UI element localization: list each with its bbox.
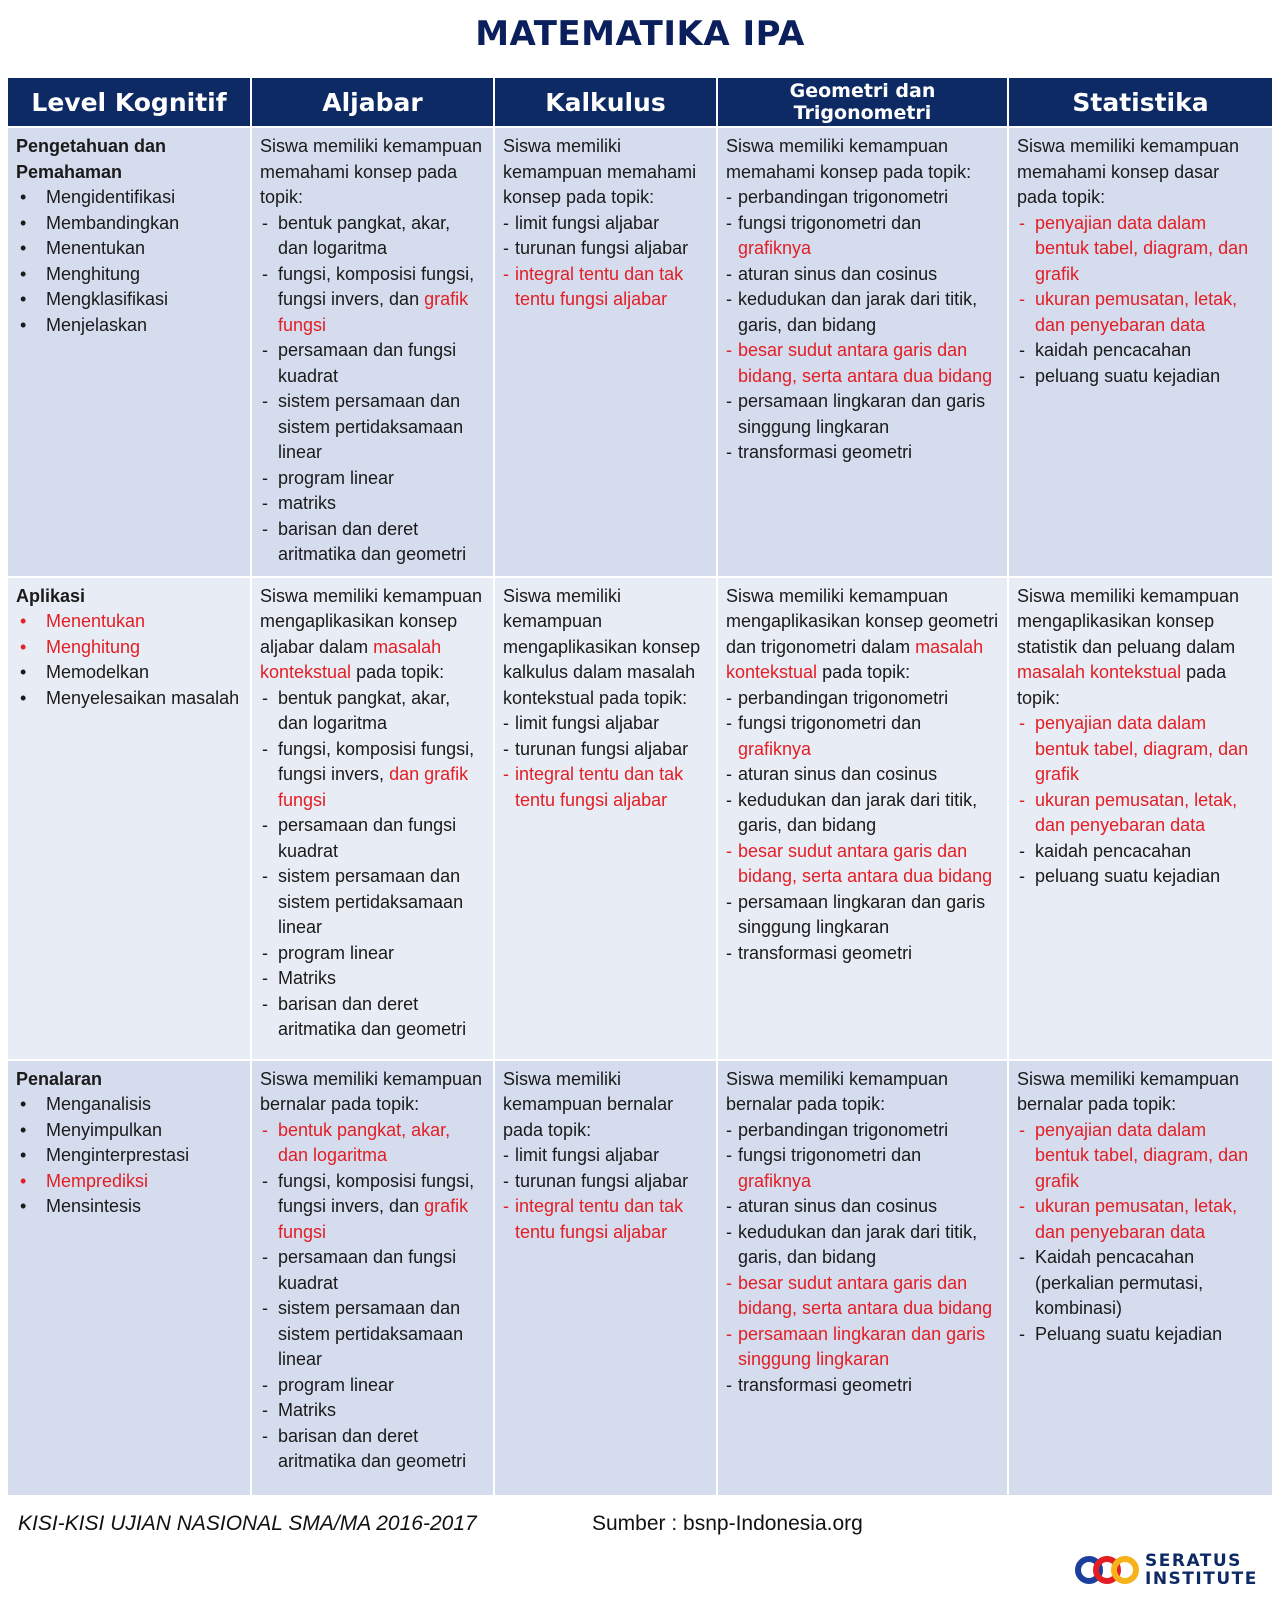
topic-list <box>726 1118 999 1399</box>
level-verb-item: • Mengidentifikasi <box>16 185 242 211</box>
cell-intro <box>1017 584 1264 712</box>
topic-segment: Peluang suatu kejadian <box>1035 1323 1223 1344</box>
topic-item <box>503 1169 708 1195</box>
topic-segment: perbandingan trigonometri <box>738 187 949 207</box>
topic-segment: turunan fungsi aljabar <box>515 1170 689 1191</box>
intro-segment: masalah kontekstual <box>726 636 984 682</box>
topic-segment: fungsi, komposisi fungsi, fungsi invers, dan <box>278 263 475 309</box>
topic-segment: grafiknya <box>738 1170 812 1191</box>
topic-segment: barisan dan deret aritmatika dan geometri <box>278 993 467 1039</box>
topic-item <box>1017 287 1264 338</box>
topic-item <box>726 788 999 839</box>
header-aljabar: Aljabar <box>251 78 494 127</box>
level-name <box>16 1067 242 1093</box>
cell-intro: Siswa memiliki kemampuan memahami konsep pada topik: <box>260 136 483 207</box>
level-name <box>16 584 242 610</box>
topic-segment: kedudukan dan jarak dari titik, garis, dan bidang <box>738 289 978 335</box>
cell-intro <box>260 584 485 686</box>
topic-segment: grafiknya <box>738 738 812 759</box>
cell-intro: Siswa memiliki kemampuan memahami konsep pada topik: <box>726 136 972 182</box>
cell-intro <box>726 584 999 686</box>
topic-item <box>1017 1194 1264 1245</box>
topic-segment: peluang suatu kejadian <box>1035 365 1221 386</box>
statistika-cell <box>1008 1060 1272 1495</box>
aljabar-cell <box>251 577 494 1060</box>
topic-segment: grafiknya <box>738 238 812 258</box>
topic-item <box>726 338 999 389</box>
topic-segment: Matriks <box>278 968 336 988</box>
topic-item <box>726 1118 999 1144</box>
topic-item <box>503 262 708 313</box>
topic-segment: program linear <box>278 942 395 963</box>
cell-intro: Siswa memiliki kemampuan memahami konsep pada topik: <box>503 136 697 207</box>
intro-segment: pada topik: <box>1017 662 1227 708</box>
page-title: MATEMATIKA IPA <box>475 14 805 54</box>
aljabar-cell <box>251 1060 494 1495</box>
topic-list <box>260 211 485 568</box>
topic-list <box>1017 711 1264 890</box>
topic-segment: penyajian data dalam bentuk tabel, diagram, dan grafik <box>1035 212 1249 284</box>
seratus-institute-logo <box>1075 1548 1258 1596</box>
level-verb-item: • Menjelaskan <box>16 313 242 339</box>
topic-segment: persamaan dan fungsi kuadrat <box>278 815 457 861</box>
topic-segment: barisan dan deret aritmatika dan geometri <box>278 518 467 564</box>
topic-item <box>1017 839 1264 865</box>
level-cell <box>8 127 251 577</box>
topic-segment: bentuk pangkat, akar, dan logaritma <box>278 687 451 733</box>
header-level-kognitif: Level Kognitif <box>8 78 251 127</box>
topic-segment: limit fungsi aljabar <box>515 713 660 733</box>
level-verb-item: • Mensintesis <box>16 1194 242 1220</box>
topic-item <box>726 287 999 338</box>
topic-segment: limit fungsi aljabar <box>515 1145 660 1165</box>
topic-segment: sistem persamaan dan sistem pertidaksamaan linear <box>278 391 464 462</box>
header-kalkulus: Kalkulus <box>494 78 717 127</box>
footer-source: Sumber : bsnp-Indonesia.org <box>592 1512 863 1535</box>
topic-segment: besar sudut antara garis dan bidang, serta antara dua bidang <box>738 340 993 386</box>
kalkulus-cell <box>494 127 717 577</box>
geometri-cell <box>717 577 1008 1060</box>
topic-list <box>503 211 708 313</box>
topic-item <box>1017 1322 1264 1348</box>
level-verb-item: • Menyelesaikan masalah <box>16 686 242 712</box>
level-name-line: Pengetahuan dan <box>16 136 167 156</box>
topic-item <box>726 1271 999 1322</box>
topic-segment: grafik fungsi <box>278 289 469 335</box>
topic-item <box>1017 1118 1264 1195</box>
level-cell <box>8 577 251 1060</box>
topic-item <box>726 211 999 262</box>
topic-segment: aturan sinus dan cosinus <box>738 1196 938 1216</box>
topic-segment: Kaidah pencacahan (perkalian permutasi, kombinasi) <box>1035 1247 1204 1318</box>
topic-item <box>726 839 999 890</box>
topic-item <box>260 338 485 389</box>
topic-item <box>260 517 485 568</box>
seratus-logo-icon <box>1075 1552 1139 1588</box>
topic-item <box>260 211 485 262</box>
topic-segment: persamaan lingkaran dan garis singgung lingkaran <box>738 391 986 437</box>
topic-segment: bentuk pangkat, akar, dan logaritma <box>278 1119 451 1165</box>
topic-segment: besar sudut antara garis dan bidang, serta antara dua bidang <box>738 840 993 886</box>
topic-list <box>503 1143 708 1245</box>
topic-item <box>726 686 999 712</box>
topic-segment: perbandingan trigonometri <box>738 1119 949 1140</box>
topic-segment: kedudukan dan jarak dari titik, garis, dan bidang <box>738 789 978 835</box>
topic-item <box>726 1373 999 1399</box>
topic-segment: fungsi trigonometri dan <box>738 1145 922 1165</box>
level-name-line: Penalaran <box>16 1068 103 1089</box>
topic-item <box>260 813 485 864</box>
topic-segment: matriks <box>278 493 336 513</box>
cell-intro: Siswa memiliki kemampuan bernalar pada topik: <box>260 1068 483 1114</box>
topic-list <box>726 686 999 967</box>
level-verb-item: • Menentukan <box>16 236 242 262</box>
topic-item <box>726 1143 999 1194</box>
topic-segment: aturan sinus dan cosinus <box>738 263 938 284</box>
cell-intro: Siswa memiliki kemampuan bernalar pada topik: <box>503 1068 674 1140</box>
geometri-cell <box>717 127 1008 577</box>
topic-segment: barisan dan deret aritmatika dan geometri <box>278 1425 467 1471</box>
level-verb-item: • Memprediksi <box>16 1169 242 1195</box>
topic-item <box>260 389 485 466</box>
level-name <box>16 134 242 185</box>
topic-item <box>503 1194 708 1245</box>
topic-item <box>260 1424 485 1475</box>
topic-item <box>260 686 485 737</box>
topic-segment: sistem persamaan dan sistem pertidaksamaan linear <box>278 866 464 937</box>
level-verb-item: • Menyimpulkan <box>16 1118 242 1144</box>
level-name-line: Pemahaman <box>16 161 123 182</box>
topic-item <box>260 1373 485 1399</box>
topic-item <box>1017 338 1264 364</box>
topic-segment: penyajian data dalam bentuk tabel, diagram, dan grafik <box>1035 713 1249 784</box>
topic-item <box>260 864 485 941</box>
topic-item <box>726 262 999 288</box>
topic-item <box>726 941 999 967</box>
level-verb-item: • Mengklasifikasi <box>16 287 242 313</box>
table-row <box>8 127 1272 577</box>
statistika-cell <box>1008 127 1272 577</box>
topic-item <box>260 1118 485 1169</box>
topic-list <box>503 711 708 813</box>
topic-segment: perbandingan trigonometri <box>738 687 949 708</box>
topic-item <box>1017 788 1264 839</box>
cell-intro: Siswa memiliki kemampuan bernalar pada topik: <box>1017 1068 1240 1114</box>
intro-segment: Siswa memiliki kemampuan mengaplikasikan konsep aljabar dalam <box>260 585 483 657</box>
intro-segment: pada topik: <box>817 662 911 682</box>
topic-segment: integral tentu dan tak tentu fungsi aljabar <box>515 263 684 309</box>
level-verb-item: • Menginterprestasi <box>16 1143 242 1169</box>
topic-item <box>1017 1245 1264 1322</box>
topic-segment: fungsi trigonometri dan <box>738 713 922 733</box>
topic-segment: ukuran pemusatan, letak, dan penyebaran data <box>1035 789 1238 835</box>
topic-segment: grafik fungsi <box>278 1196 469 1242</box>
topic-item <box>1017 711 1264 788</box>
cell-intro: Siswa memiliki kemampuan mengaplikasikan konsep kalkulus dalam masalah kontekstual pada topik: <box>503 585 701 708</box>
topic-item <box>726 1322 999 1373</box>
topic-list <box>260 686 485 1043</box>
level-verb-list <box>16 1092 242 1220</box>
topic-segment: sistem persamaan dan sistem pertidaksamaan linear <box>278 1298 464 1369</box>
topic-segment: fungsi, komposisi fungsi, fungsi invers, dan <box>278 1170 475 1216</box>
topic-item <box>260 491 485 517</box>
kisi-kisi-table <box>8 78 1272 1495</box>
topic-item <box>726 389 999 440</box>
topic-item <box>726 185 999 211</box>
topic-segment: program linear <box>278 467 395 488</box>
topic-item <box>726 440 999 466</box>
topic-segment: ukuran pemusatan, letak, dan penyebaran data <box>1035 289 1238 335</box>
table-header-row <box>8 78 1272 127</box>
topic-item <box>726 1220 999 1271</box>
level-verb-item: • Menghitung <box>16 262 242 288</box>
topic-segment: dan grafik fungsi <box>278 764 469 810</box>
topic-segment: integral tentu dan tak tentu fungsi aljabar <box>515 764 684 810</box>
topic-list <box>1017 211 1264 390</box>
statistika-cell <box>1008 577 1272 1060</box>
table-row <box>8 577 1272 1060</box>
topic-segment: fungsi, komposisi fungsi, fungsi invers, <box>278 738 475 784</box>
level-verb-item: • Menentukan <box>16 609 242 635</box>
topic-item <box>260 737 485 814</box>
topic-segment: transformasi geometri <box>738 942 913 963</box>
topic-segment: fungsi trigonometri dan <box>738 212 922 233</box>
level-verb-list <box>16 185 242 338</box>
kalkulus-cell <box>494 577 717 1060</box>
topic-item <box>726 711 999 762</box>
level-cell <box>8 1060 251 1495</box>
intro-segment: masalah kontekstual <box>260 636 442 682</box>
logo-text-seratus: SERATUS <box>1145 1551 1242 1571</box>
topic-item <box>503 711 708 737</box>
level-verb-list <box>16 609 242 711</box>
topic-item <box>260 262 485 339</box>
topic-segment: bentuk pangkat, akar, dan logaritma <box>278 212 451 258</box>
topic-segment: kaidah pencacahan <box>1035 840 1192 861</box>
topic-segment: persamaan dan fungsi kuadrat <box>278 340 457 386</box>
topic-item <box>503 1143 708 1169</box>
topic-item <box>260 1169 485 1246</box>
topic-segment: transformasi geometri <box>738 1374 913 1395</box>
topic-segment: kedudukan dan jarak dari titik, garis, dan bidang <box>738 1221 978 1267</box>
logo-text-institute: INSTITUTE <box>1145 1569 1258 1589</box>
geometri-cell <box>717 1060 1008 1495</box>
table-row <box>8 1060 1272 1495</box>
level-verb-item: • Memodelkan <box>16 660 242 686</box>
topic-list <box>260 1118 485 1475</box>
topic-item <box>1017 864 1264 890</box>
topic-item <box>1017 364 1264 390</box>
topic-item <box>503 236 708 262</box>
topic-list <box>1017 1118 1264 1348</box>
cell-intro: Siswa memiliki kemampuan bernalar pada topik: <box>726 1068 949 1114</box>
topic-segment: transformasi geometri <box>738 442 913 462</box>
topic-segment: persamaan lingkaran dan garis singgung lingkaran <box>738 891 986 937</box>
topic-item <box>726 1194 999 1220</box>
topic-segment: besar sudut antara garis dan bidang, serta antara dua bidang <box>738 1272 993 1318</box>
intro-segment: masalah kontekstual <box>1017 662 1182 682</box>
topic-segment: kaidah pencacahan <box>1035 340 1192 360</box>
level-verb-item: • Membandingkan <box>16 211 242 237</box>
topic-segment: turunan fungsi aljabar <box>515 238 689 258</box>
topic-segment: turunan fungsi aljabar <box>515 738 689 759</box>
topic-item <box>1017 211 1264 288</box>
topic-segment: integral tentu dan tak tentu fungsi aljabar <box>515 1196 684 1242</box>
topic-segment: program linear <box>278 1374 395 1395</box>
intro-segment: Siswa memiliki kemampuan mengaplikasikan konsep statistik dan peluang dalam <box>1017 585 1240 657</box>
topic-segment: Matriks <box>278 1400 336 1420</box>
intro-segment: Siswa memiliki kemampuan mengaplikasikan konsep geometri dan trigonometri dalam <box>726 585 999 657</box>
topic-segment: persamaan dan fungsi kuadrat <box>278 1247 457 1293</box>
header-geometri-trigonometri: Geometri dan Trigonometri <box>717 78 1008 127</box>
topic-segment: penyajian data dalam bentuk tabel, diagram, dan grafik <box>1035 1119 1249 1191</box>
topic-item <box>260 1398 485 1424</box>
footer-title: KISI-KISI UJIAN NASIONAL SMA/MA 2016-2017 <box>18 1512 477 1535</box>
topic-item <box>260 941 485 967</box>
topic-list <box>726 185 999 466</box>
level-name-line: Aplikasi <box>16 585 86 606</box>
kalkulus-cell <box>494 1060 717 1495</box>
topic-item <box>503 762 708 813</box>
header-statistika: Statistika <box>1008 78 1272 127</box>
level-verb-item: • Menghitung <box>16 635 242 661</box>
topic-item <box>260 466 485 492</box>
aljabar-cell <box>251 127 494 577</box>
topic-segment: peluang suatu kejadian <box>1035 866 1221 886</box>
topic-item <box>503 211 708 237</box>
intro-segment: pada topik: <box>351 662 445 682</box>
topic-segment: aturan sinus dan cosinus <box>738 764 938 784</box>
topic-segment: persamaan lingkaran dan garis singgung lingkaran <box>738 1323 986 1369</box>
topic-item <box>260 966 485 992</box>
topic-item <box>726 762 999 788</box>
topic-item <box>260 1245 485 1296</box>
topic-item <box>260 1296 485 1373</box>
topic-segment: limit fungsi aljabar <box>515 212 660 233</box>
topic-item <box>726 890 999 941</box>
topic-item <box>260 992 485 1043</box>
topic-segment: ukuran pemusatan, letak, dan penyebaran data <box>1035 1196 1238 1242</box>
level-verb-item: • Menganalisis <box>16 1092 242 1118</box>
cell-intro: Siswa memiliki kemampuan memahami konsep dasar pada topik: <box>1017 136 1240 207</box>
topic-item <box>503 737 708 763</box>
